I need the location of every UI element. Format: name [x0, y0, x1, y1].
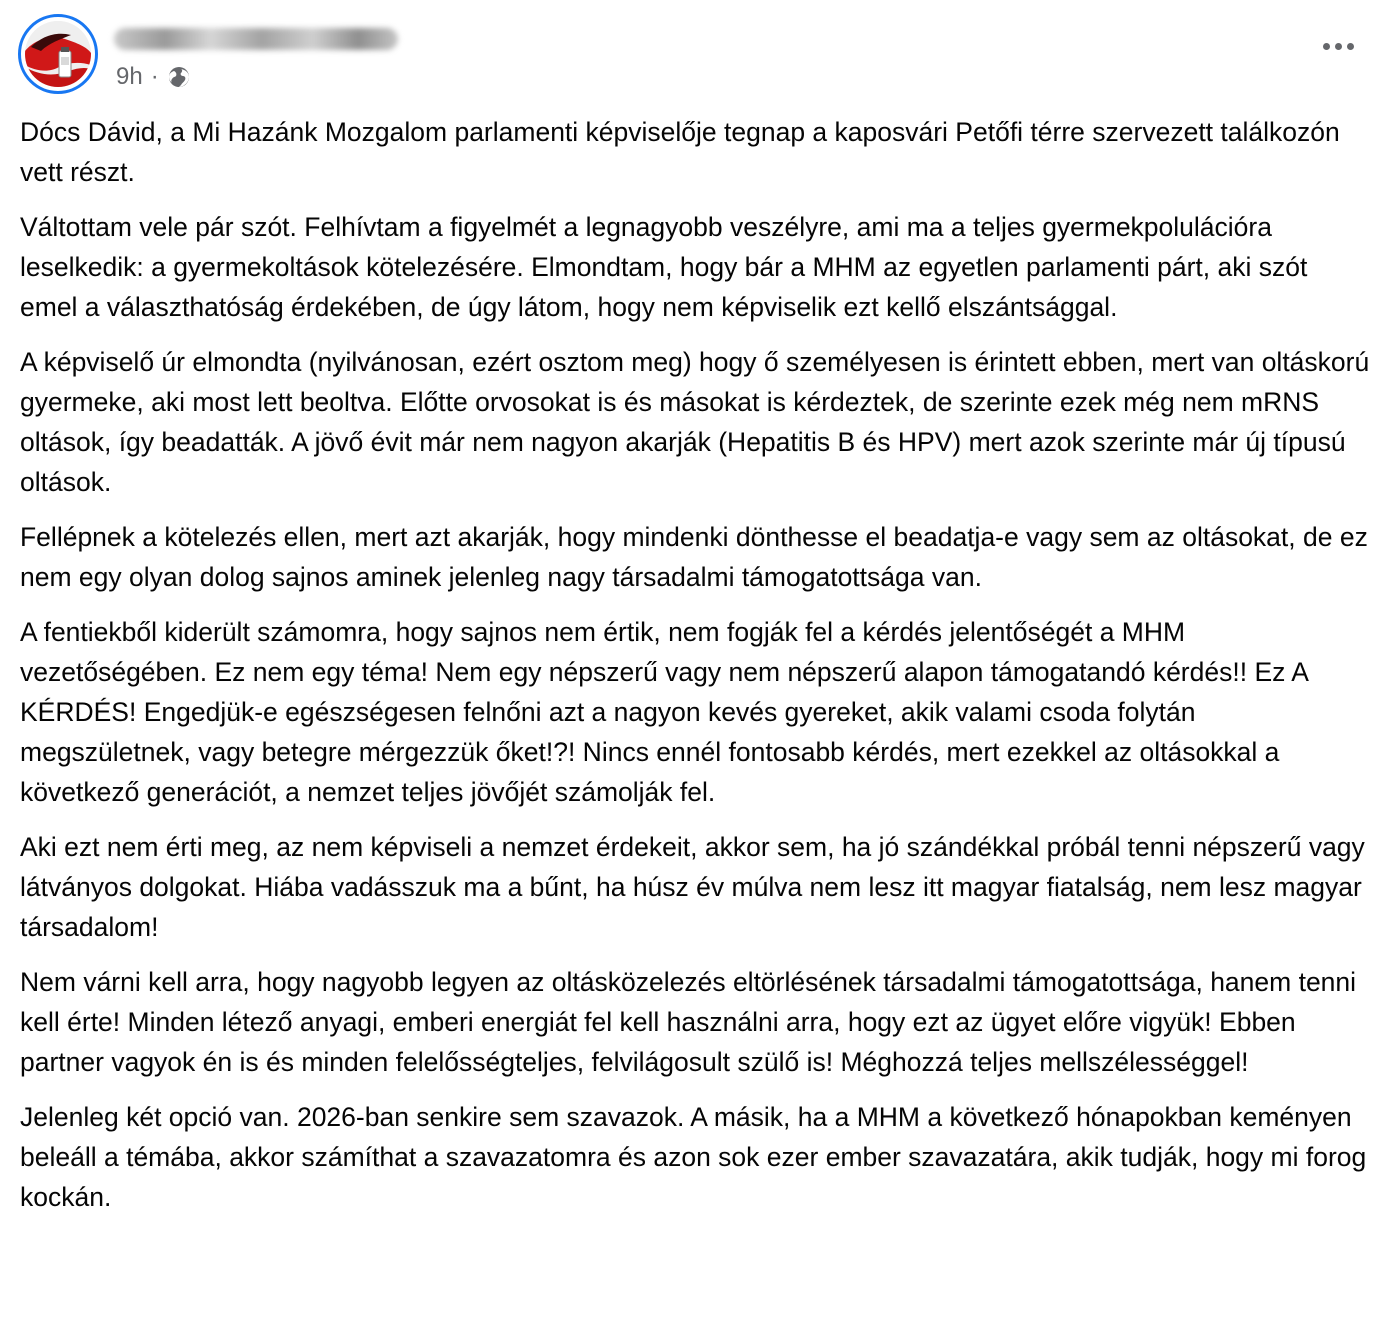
post-paragraph: Fellépnek a kötelezés ellen, mert azt akarják, hogy mindenki dönthesse el beadatja-e vagy sem az oltásokat, de ez nem egy olyan dolog sajnos aminek jelenleg nagy társadalmi támogatottsága van.: [20, 522, 1368, 592]
post-paragraph: A képviselő úr elmondta (nyilvánosan, ezért osztom meg) hogy ő személyesen is érintett ebben, mert van oltáskorú gyermeke, aki most lett beoltva. Előtte orvosokat is és másokat is kérdeztek, de szerinte ezek még nem mRNS oltások, így beadatták. A jövő évit már nem nagyon akarják (Hepatitis B és HPV) mert azok szerinte már új típusú oltások.: [20, 347, 1370, 497]
avatar-graphic: [25, 21, 91, 87]
post-body: [20, 112, 1370, 1232]
author-avatar[interactable]: [18, 14, 98, 94]
more-horizontal-icon: [1347, 43, 1354, 50]
more-options-button[interactable]: [1318, 36, 1358, 56]
more-horizontal-icon: [1323, 43, 1330, 50]
post-paragraph: Aki ezt nem érti meg, az nem képviseli a nemzet érdekeit, akkor sem, ha jó szándékkal próbál tenni népszerű vagy látványos dolgokat. Hiába vadásszuk ma a bűnt, ha húsz év múlva nem lesz itt magyar fiatalság, nem lesz magyar társadalom!: [20, 832, 1365, 942]
post-header: [18, 14, 1358, 98]
more-horizontal-icon: [1335, 43, 1342, 50]
globe-icon[interactable]: [167, 65, 191, 89]
post-paragraph: Nem várni kell arra, hogy nagyobb legyen az oltásközelezés eltörlésének társadalmi támogatottsága, hanem tenni kell érte! Minden létező anyagi, emberi energiát fel kell használni arra, hogy ezt az ügyet előre vigyük! Ebben partner vagyok én is és minden felelősségteljes, felvilágosult szülő is! Méghozzá teljes mellszélességgel!: [20, 967, 1357, 1077]
post-paragraph: A fentiekből kiderült számomra, hogy sajnos nem értik, nem fogják fel a kérdés jelentőségét a MHM vezetőségében. Ez nem egy téma! Nem egy népszerű vagy nem népszerű alapon támogatandó kérdés!! Ez A KÉRDÉS! Engedjük-e egészségesen felnőni azt a nagyon kevés gyereket, akik valami csoda folytán megszületnek, vagy betegre mérgezzük őket!?! Nincs ennél fontosabb kérdés, mert ezekkel az oltásokkal a következő generációt, a nemzet teljes jövőjét számolják fel.: [20, 617, 1308, 807]
post-paragraph: Jelenleg két opció van. 2026-ban senkire sem szavazok. A másik, ha a MHM a következő hónapokban keményen beleáll a témába, akkor számíthat a szavazatomra és azon sok ezer ember szavazatára, akik tudják, hogy mi forog kockán.: [20, 1102, 1367, 1212]
meta-separator: ·: [150, 63, 159, 90]
post-timestamp[interactable]: 9h: [116, 63, 143, 90]
post-meta: [116, 62, 191, 92]
post-paragraph: Dócs Dávid, a Mi Hazánk Mozgalom parlamenti képviselője tegnap a kaposvári Petőfi térre szervezett találkozón vett részt.: [20, 117, 1340, 187]
avatar-image: [25, 21, 91, 87]
author-name[interactable]: [114, 28, 398, 50]
post-paragraph: Váltottam vele pár szót. Felhívtam a figyelmét a legnagyobb veszélyre, ami ma a teljes gyermekpolulációra leselkedik: a gyermekoltások kötelezésére. Elmondtam, hogy bár a MHM az egyetlen parlamenti párt, aki szót emel a választhatóság érdekében, de úgy látom, hogy nem képviselik ezt kellő elszántsággal.: [20, 212, 1308, 322]
